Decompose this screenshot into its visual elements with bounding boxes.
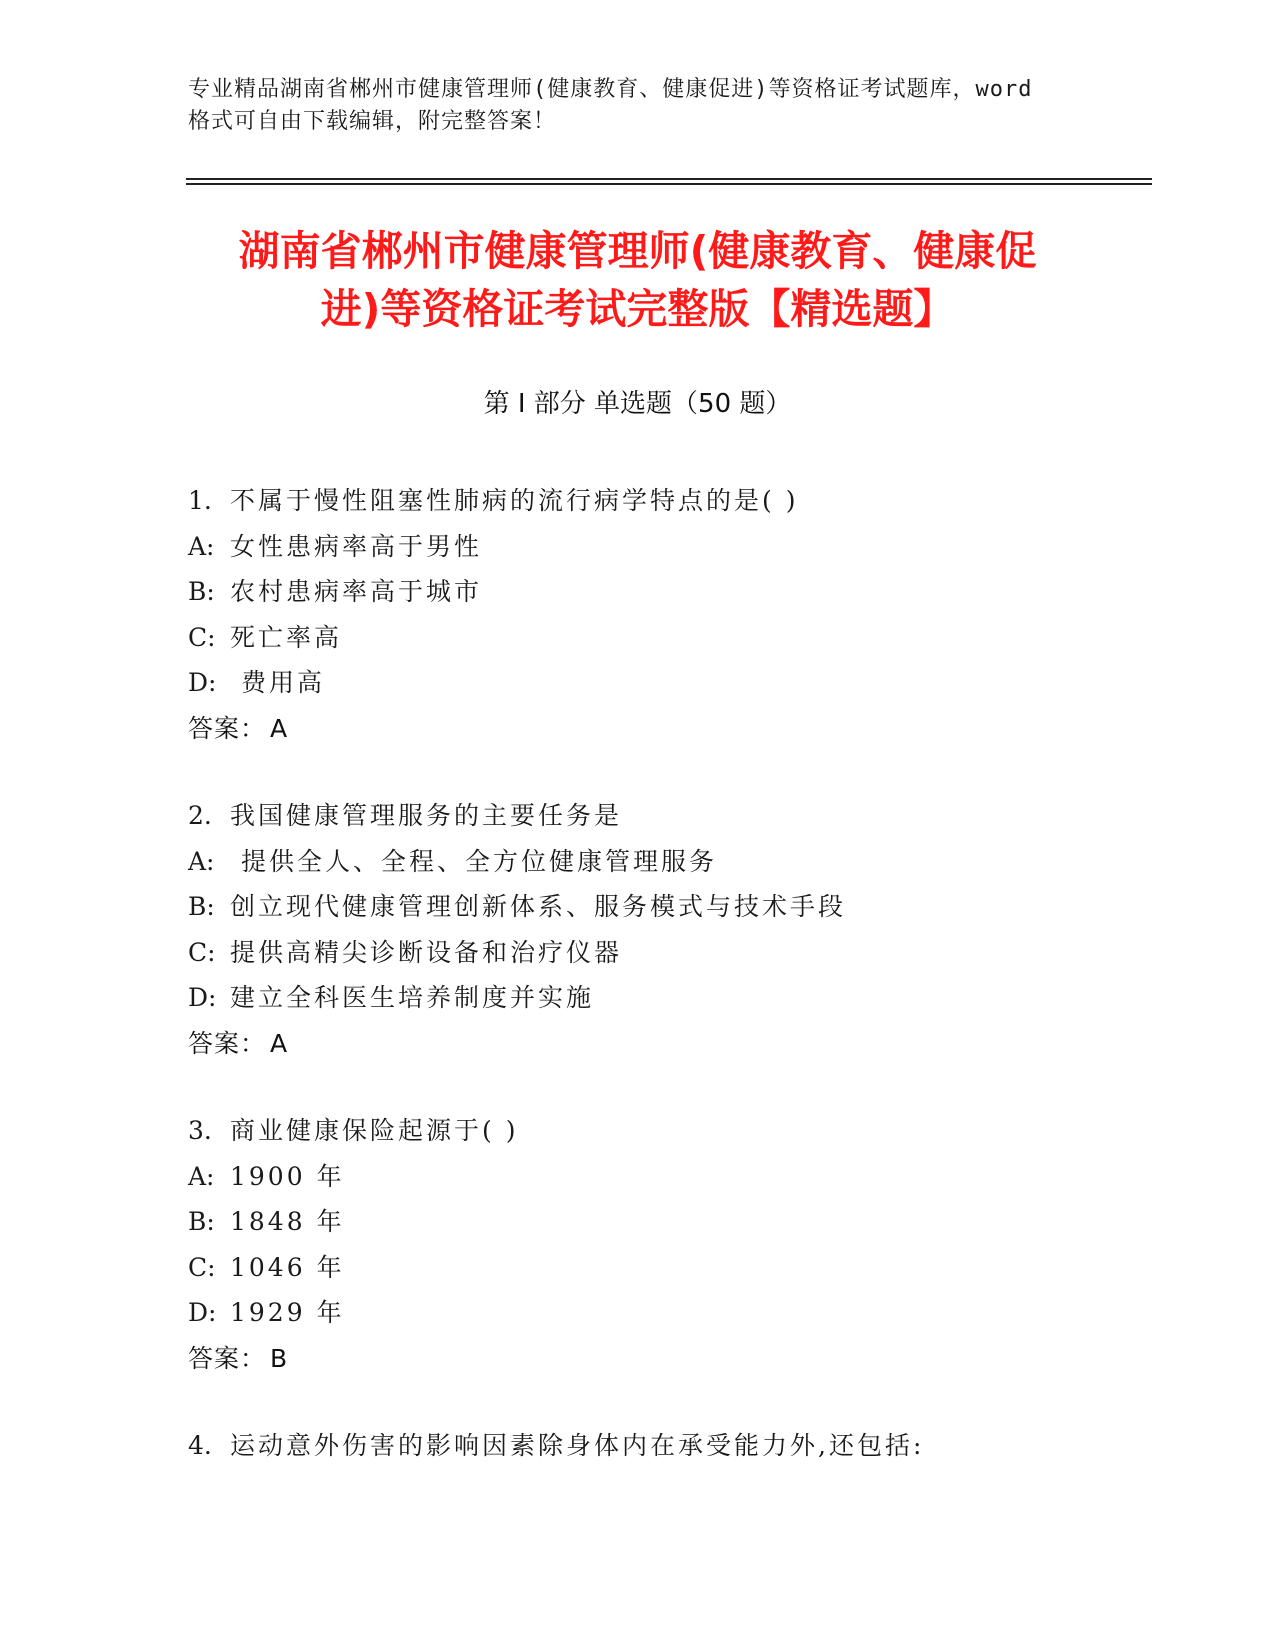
- question-text: 我国健康管理服务的主要任务是: [230, 801, 623, 830]
- option-b: [188, 884, 1148, 930]
- question-text: 商业健康保险起源于( ): [230, 1116, 519, 1145]
- section-heading: 第 I 部分 单选题（50 题）: [483, 389, 792, 419]
- option-b: [188, 1199, 1148, 1245]
- question-text: 不属于慢性阻塞性肺病的流行病学特点的是( ): [230, 486, 799, 515]
- option-letter: C:: [188, 622, 216, 652]
- option-letter: C:: [188, 1252, 216, 1282]
- option-a: [188, 524, 1148, 570]
- option-letter: D:: [188, 983, 217, 1012]
- option-letter: B:: [188, 577, 215, 606]
- question-number: 4.: [188, 1431, 212, 1460]
- header-rule-top: [186, 178, 1152, 180]
- option-letter: A:: [188, 1161, 215, 1191]
- question-stem: [188, 478, 1148, 524]
- option-letter: C:: [188, 937, 216, 967]
- option-text: 1929 年: [230, 1298, 345, 1327]
- question-1: [188, 478, 1148, 751]
- document-title-line-2: 进)等资格证考试完整版【精选题】: [320, 285, 955, 333]
- option-text: 提供全人、全程、全方位健康管理服务: [230, 846, 717, 876]
- header-note: [188, 74, 1088, 138]
- option-text: 女性患病率高于男性: [230, 531, 483, 561]
- answer-label: 答案：: [188, 1343, 267, 1373]
- option-d: [188, 660, 1148, 706]
- answer-value: B: [270, 1343, 289, 1373]
- question-number: 1.: [188, 486, 212, 515]
- option-a: [188, 839, 1148, 885]
- answer-line: [188, 1021, 1148, 1067]
- option-text: 费用高: [230, 668, 325, 697]
- question-3: [188, 1108, 1148, 1381]
- option-text: 1848 年: [230, 1207, 345, 1236]
- header-note-line-2: 格式可自由下载编辑，附完整答案！: [188, 109, 557, 134]
- option-letter: A:: [188, 531, 215, 561]
- document-title: [150, 222, 1125, 338]
- option-text: 1900 年: [230, 1161, 345, 1191]
- answer-value: A: [270, 1028, 289, 1058]
- header-note-line-1: 专业精品湖南省郴州市健康管理师(健康教育、健康促进)等资格证考试题库，word: [188, 77, 1033, 102]
- option-letter: A:: [188, 846, 215, 876]
- option-text: 1046 年: [230, 1252, 345, 1282]
- answer-label: 答案：: [188, 713, 267, 743]
- option-letter: D:: [188, 1298, 217, 1327]
- option-b: [188, 569, 1148, 615]
- option-letter: B:: [188, 892, 215, 921]
- answer-label: 答案：: [188, 1028, 267, 1058]
- question-stem: [188, 1423, 1148, 1469]
- option-c: [188, 615, 1148, 661]
- option-a: [188, 1154, 1148, 1200]
- option-text: 农村患病率高于城市: [230, 577, 483, 606]
- answer-value: A: [270, 713, 289, 743]
- option-text: 建立全科医生培养制度并实施: [230, 983, 595, 1012]
- answer-line: [188, 706, 1148, 752]
- option-d: [188, 975, 1148, 1021]
- question-4: [188, 1423, 1148, 1469]
- header-rule-bottom: [186, 183, 1152, 185]
- option-c: [188, 1245, 1148, 1291]
- option-c: [188, 930, 1148, 976]
- option-d: [188, 1290, 1148, 1336]
- question-text: 运动意外伤害的影响因素除身体内在承受能力外,还包括:: [230, 1431, 925, 1460]
- question-stem: [188, 1108, 1148, 1154]
- question-number: 2.: [188, 801, 212, 830]
- document-title-line-1: 湖南省郴州市健康管理师(健康教育、健康促: [238, 227, 1037, 275]
- question-stem: [188, 793, 1148, 839]
- question-list: [188, 478, 1148, 1511]
- option-letter: D:: [188, 668, 217, 697]
- option-text: 创立现代健康管理创新体系、服务模式与技术手段: [230, 892, 847, 921]
- question-2: [188, 793, 1148, 1066]
- option-text: 死亡率高: [230, 622, 343, 652]
- question-number: 3.: [188, 1116, 212, 1145]
- option-letter: B:: [188, 1207, 215, 1236]
- option-text: 提供高精尖诊断设备和治疗仪器: [230, 937, 623, 967]
- answer-line: [188, 1336, 1148, 1382]
